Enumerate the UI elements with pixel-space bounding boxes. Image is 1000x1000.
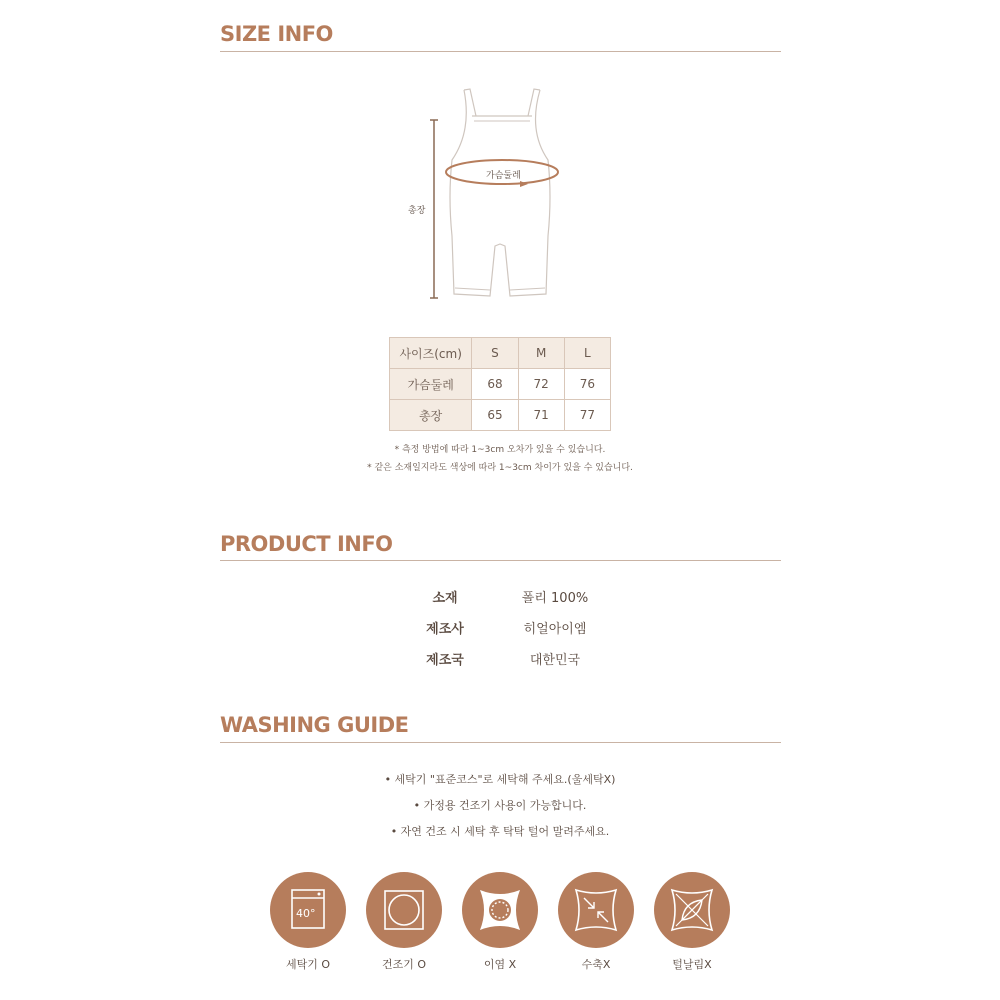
info-value: 대한민국 <box>529 653 581 668</box>
care-label: 세탁기 O <box>285 958 331 971</box>
table-row <box>390 369 611 400</box>
size-table-header: S <box>472 338 518 369</box>
color-variation-note: * 같은 소재일지라도 색상에 따라 1~3cm 차이가 있을 수 있습니다. <box>367 463 633 473</box>
care-label: 수축X <box>581 958 611 971</box>
info-value: 히얼아이엠 <box>523 622 587 637</box>
care-label: 털날림X <box>672 958 712 971</box>
chest-label: 가슴둘레 <box>486 171 521 181</box>
table-cell: 77 <box>564 400 610 431</box>
washing-guide-item: • 가정용 건조기 사용이 가능합니다. <box>413 799 587 812</box>
table-cell: 65 <box>472 400 518 431</box>
shrinkage-icon <box>558 872 634 948</box>
table-cell: 가슴둘레 <box>390 369 472 400</box>
product-info-row-manufacturer <box>380 618 620 638</box>
info-key: 소재 <box>432 591 458 606</box>
garment-diagram <box>400 86 580 308</box>
table-cell: 68 <box>472 369 518 400</box>
care-item-shrinkage <box>558 872 634 982</box>
washing-guide-item: • 자연 건조 시 세탁 후 탁탁 털어 말려주세요. <box>390 825 610 838</box>
washing-guide-item: • 세탁기 "표준코스"로 세탁해 주세요.(울세탁X) <box>384 773 616 786</box>
table-cell: 총장 <box>390 400 472 431</box>
care-item-tumble-dryer <box>366 872 442 982</box>
table-cell: 76 <box>564 369 610 400</box>
table-row <box>390 400 611 431</box>
product-info-divider <box>220 560 781 561</box>
table-cell: 71 <box>518 400 564 431</box>
measurement-note: * 측정 방법에 따라 1~3cm 오차가 있을 수 있습니다. <box>394 445 606 455</box>
product-info-row-country <box>380 649 620 669</box>
size-table <box>389 337 611 431</box>
product-info-row-material <box>380 587 620 607</box>
lint-icon <box>654 872 730 948</box>
washing-guide-divider <box>220 742 781 743</box>
table-cell: 72 <box>518 369 564 400</box>
tumble-dryer-icon <box>366 872 442 948</box>
wash-temperature: 40° <box>296 907 316 920</box>
size-table-header: M <box>518 338 564 369</box>
care-item-lint <box>654 872 730 982</box>
product-info-title: PRODUCT INFO <box>220 532 393 556</box>
washing-machine-icon <box>270 872 346 948</box>
care-item-pilling <box>462 872 538 982</box>
length-label: 총장 <box>408 206 426 216</box>
info-key: 제조국 <box>426 653 464 668</box>
care-item-washing-machine <box>270 872 346 982</box>
size-table-header: L <box>564 338 610 369</box>
care-label: 건조기 O <box>381 958 427 971</box>
size-info-divider <box>220 51 781 52</box>
washing-guide-title: WASHING GUIDE <box>220 713 409 737</box>
size-table-header: 사이즈(cm) <box>390 338 472 369</box>
pilling-icon <box>462 872 538 948</box>
care-label: 이염 X <box>483 958 517 971</box>
size-table-header-row <box>390 338 611 369</box>
info-key: 제조사 <box>426 622 464 637</box>
size-info-title: SIZE INFO <box>220 22 333 46</box>
info-value: 폴리 100% <box>521 591 589 606</box>
